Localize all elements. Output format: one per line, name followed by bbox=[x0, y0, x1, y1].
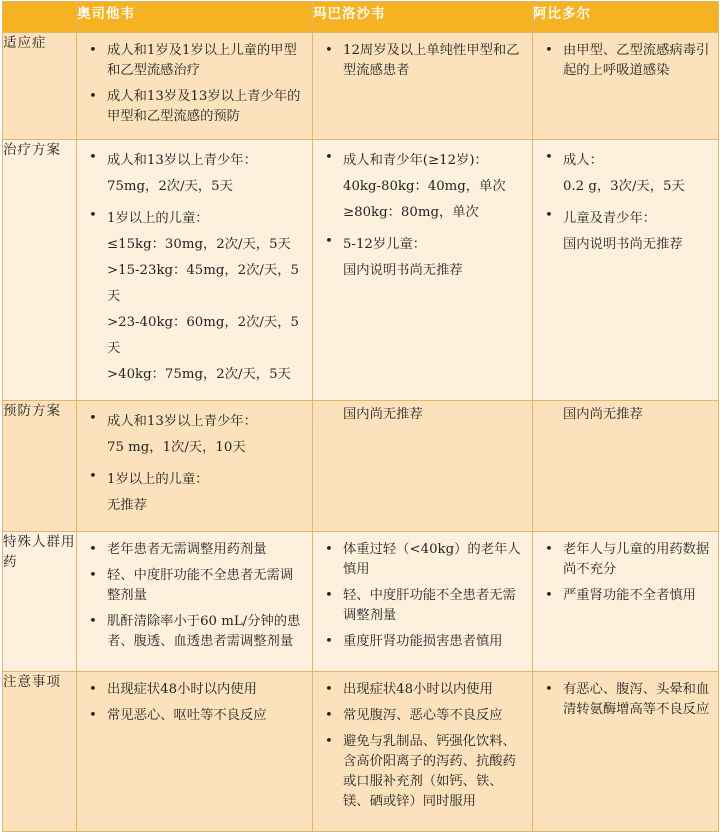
list-item: • 有恶心、腹泻、头晕和血清转氨酶增高等不良反应 bbox=[545, 680, 710, 720]
dose-line: ≥80kg：80mg，单次 bbox=[343, 205, 479, 220]
list-item: • 严重肾功能不全者慎用 bbox=[545, 586, 710, 606]
dose-group-label: • 成人和青少年(≥12岁)： bbox=[343, 153, 488, 168]
row-label-special-populations: 特殊人群用药 bbox=[3, 532, 77, 672]
list-item: • 由甲型、乙型流感病毒引起的上呼吸道感染 bbox=[545, 41, 710, 81]
row-treatment bbox=[3, 140, 719, 401]
list-item: • 轻、中度肝功能不全患者无需调整剂量 bbox=[325, 586, 524, 626]
row-label-treatment: 治疗方案 bbox=[3, 140, 77, 401]
cell-indication-arbidol bbox=[533, 33, 719, 140]
list-item: • 体重过轻（<40kg）的老年人慎用 bbox=[325, 540, 524, 580]
header-row bbox=[3, 2, 719, 33]
dose-line: >40kg：75mg，2次/天，5天 bbox=[107, 367, 291, 382]
list-item: • 重度肝肾功能损害患者慎用 bbox=[325, 632, 524, 652]
header-oseltamivir: 奥司他韦 bbox=[77, 2, 313, 33]
dose-line: >23-40kg：60mg，2次/天，5天 bbox=[107, 315, 299, 356]
list-item: • 常见恶心、呕吐等不良反应 bbox=[89, 706, 304, 726]
cell-indication-oseltamivir bbox=[77, 33, 313, 140]
list-item: • 轻、中度肝功能不全患者无需调整剂量 bbox=[89, 566, 304, 606]
row-indication bbox=[3, 33, 719, 140]
cell-notes-arbidol bbox=[533, 672, 719, 832]
row-label-prevention: 预防方案 bbox=[3, 401, 77, 532]
list-item: • 避免与乳制品、钙强化饮料、含高价阳离子的泻药、抗酸药或口服补充剂（如钙、铁、镁、硒或锌）同时服用 bbox=[325, 732, 524, 812]
cell-special-baloxavir bbox=[313, 532, 533, 672]
dose-group-label: • 儿童及青少年： bbox=[563, 211, 657, 226]
cell-treatment-arbidol bbox=[533, 140, 719, 401]
row-label-indication: 适应症 bbox=[3, 33, 77, 140]
cell-notes-baloxavir bbox=[313, 672, 533, 832]
no-recommendation-text: 国内尚无推荐 bbox=[343, 407, 423, 422]
list-item: • 老年患者无需调整用药剂量 bbox=[89, 540, 304, 560]
cell-notes-oseltamivir bbox=[77, 672, 313, 832]
cell-special-oseltamivir bbox=[77, 532, 313, 672]
list-item bbox=[545, 206, 710, 258]
no-recommendation-text: 国内尚无推荐 bbox=[563, 407, 643, 422]
list-item bbox=[89, 148, 304, 200]
dose-line: 无推荐 bbox=[107, 498, 147, 513]
list-item bbox=[89, 467, 304, 519]
cell-prevention-baloxavir bbox=[313, 401, 533, 532]
drug-comparison-table bbox=[2, 1, 719, 832]
row-label-precautions: 注意事项 bbox=[3, 672, 77, 832]
dose-group-label: • 1岁以上的儿童： bbox=[107, 472, 209, 487]
header-baloxavir: 玛巴洛沙韦 bbox=[313, 2, 533, 33]
list-item: • 肌酐清除率小于60 mL/分钟的患者、腹透、血透患者需调整剂量 bbox=[89, 612, 304, 652]
list-item: • 12周岁及以上单纯性甲型和乙型流感患者 bbox=[325, 41, 524, 81]
list-item: • 常见腹泻、恶心等不良反应 bbox=[325, 706, 524, 726]
list-item: • 出现症状48小时以内使用 bbox=[325, 680, 524, 700]
dose-line: 75mg，2次/天，5天 bbox=[107, 179, 233, 194]
header-arbidol: 阿比多尔 bbox=[533, 2, 719, 33]
list-item bbox=[89, 409, 304, 461]
list-item bbox=[545, 148, 710, 200]
row-precautions bbox=[3, 672, 719, 832]
cell-indication-baloxavir bbox=[313, 33, 533, 140]
list-item bbox=[89, 206, 304, 388]
dose-line: 国内说明书尚无推荐 bbox=[343, 263, 463, 278]
cell-prevention-arbidol bbox=[533, 401, 719, 532]
cell-treatment-baloxavir bbox=[313, 140, 533, 401]
row-prevention bbox=[3, 401, 719, 532]
list-item: • 成人和1岁及1岁以上儿童的甲型和乙型流感治疗 bbox=[89, 41, 304, 81]
row-special-populations bbox=[3, 532, 719, 672]
dose-line: 国内说明书尚无推荐 bbox=[563, 237, 683, 252]
dose-line: 75 mg，1次/天，10天 bbox=[107, 440, 246, 455]
dose-line: 0.2 g，3次/天，5天 bbox=[563, 179, 685, 194]
dose-group-label: • 成人和13岁以上青少年： bbox=[107, 414, 257, 429]
dose-group-label: • 1岁以上的儿童： bbox=[107, 211, 209, 226]
cell-prevention-oseltamivir bbox=[77, 401, 313, 532]
dose-line: 40kg-80kg：40mg，单次 bbox=[343, 179, 506, 194]
dose-line: ≤15kg：30mg，2次/天，5天 bbox=[107, 237, 291, 252]
cell-special-arbidol bbox=[533, 532, 719, 672]
list-item: • 成人和13岁及13岁以上青少年的甲型和乙型流感的预防 bbox=[89, 87, 304, 127]
dose-group-label: • 5-12岁儿童： bbox=[343, 237, 427, 252]
dose-line: >15-23kg：45mg，2次/天，5天 bbox=[107, 263, 299, 304]
dose-group-label: • 成人： bbox=[563, 153, 603, 168]
cell-treatment-oseltamivir bbox=[77, 140, 313, 401]
dose-group-label: • 成人和13岁以上青少年： bbox=[107, 153, 257, 168]
list-item bbox=[325, 148, 524, 226]
list-item bbox=[325, 232, 524, 284]
list-item: • 出现症状48小时以内使用 bbox=[89, 680, 304, 700]
header-corner bbox=[3, 2, 77, 33]
list-item: • 老年人与儿童的用药数据尚不充分 bbox=[545, 540, 710, 580]
